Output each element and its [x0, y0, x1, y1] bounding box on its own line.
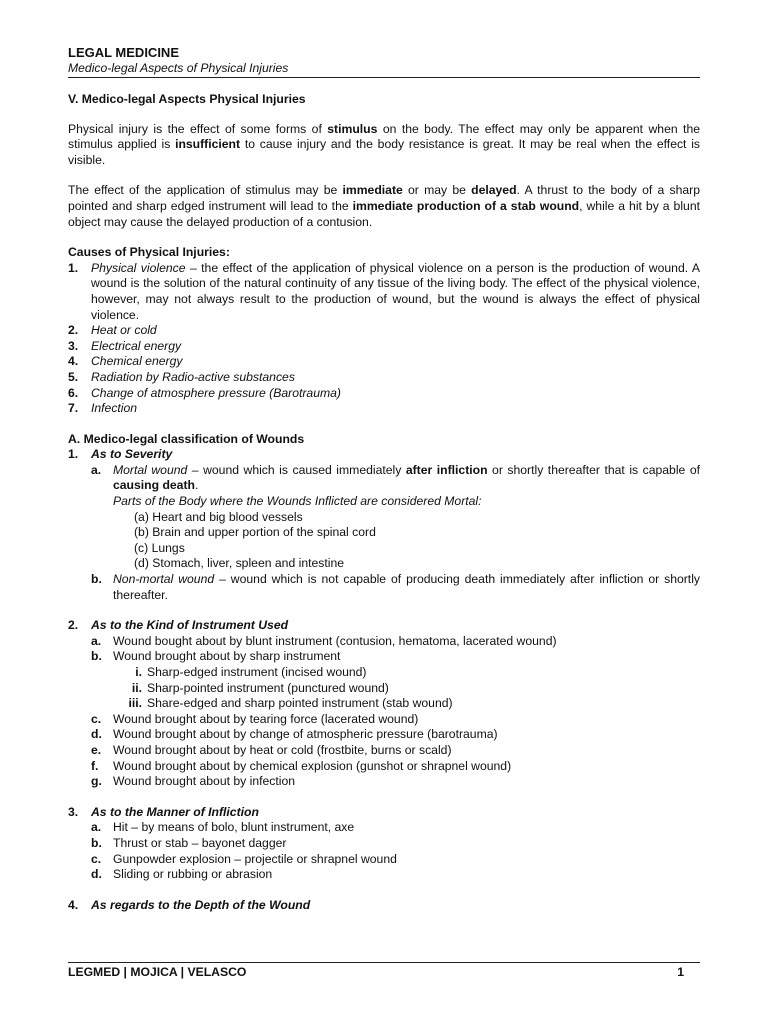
list-item: (d) Stomach, liver, spleen and intestine [134, 556, 345, 571]
list-item: (a) Heart and big blood vessels [134, 509, 303, 524]
list-item: 5. Radiation by Radio-active substances [68, 369, 295, 384]
footer-authors: LEGMED | MOJICA | VELASCO [68, 965, 247, 979]
section-title: V. Medico-legal Aspects Physical Injuries [68, 92, 306, 106]
list-item: 1. Physical violence – the effect of the application of physical violence on a person is the production of wound. A wound is the solution of the natural continuity of any tissue of the living body. The effect of the physical violence, however, may not always result to the production of wound, but the wound is always the effect of physical violence. [68, 260, 700, 322]
causes-list [68, 261, 700, 417]
intro-paragraph-1: Physical injury is the effect of some forms of stimulus on the body. The effect may only be apparent when the stimulus applied is insufficient to cause injury and the body resistance is great. It may be real when the effect is visible. [68, 121, 700, 167]
list-item: e. Wound brought about by heat or cold (frostbite, burns or scald) [91, 742, 452, 757]
list-item: f. Wound brought about by chemical explosion (gunshot or shrapnel wound) [91, 758, 512, 773]
list-item: (c) Lungs [134, 540, 185, 555]
severity-heading: 1. As to Severity [68, 447, 173, 462]
list-item: c. Wound brought about by tearing force (lacerated wound) [91, 711, 419, 726]
list-item: b. Non-mortal wound – wound which is not capable of producing death immediately after infliction or shortly thereafter. [91, 572, 700, 602]
list-item: (b) Brain and upper portion of the spinal cord [134, 525, 376, 540]
classification-heading: A. Medico-legal classification of Wounds [68, 431, 305, 446]
page-footer [68, 962, 700, 981]
intro-paragraph-2: The effect of the application of stimulus may be immediate or may be delayed. A thrust to the body of a sharp pointed and sharp edged instrument will lead to the immediate production of a stab wound, while a hit by a blunt object may cause the delayed production of a contusion. [68, 183, 700, 229]
depth-heading: 4. As regards to the Depth of the Wound [68, 897, 311, 912]
instrument-heading: 2. As to the Kind of Instrument Used [68, 618, 289, 633]
list-item: 4. Chemical energy [68, 354, 183, 369]
page-number: 1 [677, 965, 684, 979]
header-subtitle: Medico-legal Aspects of Physical Injuries [68, 61, 289, 75]
causes-heading: Causes of Physical Injuries: [68, 245, 230, 260]
list-item: iii. Share-edged and sharp pointed instrument (stab wound) [128, 696, 453, 711]
header-title: LEGAL MEDICINE [68, 45, 179, 60]
list-item: 3. Electrical energy [68, 338, 182, 353]
list-item: d. Wound brought about by change of atmospheric pressure (barotrauma) [91, 727, 498, 742]
list-item: ii. Sharp-pointed instrument (punctured wound) [131, 680, 389, 695]
list-item: 2. Heat or cold [68, 323, 157, 338]
list-item: a. Mortal wound – wound which is caused immediately after infliction or shortly thereafter that is capable of causing death. [91, 462, 700, 493]
list-item: 7. Infection [68, 401, 138, 416]
document-page [68, 45, 700, 913]
list-item: a. Hit – by means of bolo, blunt instrument, axe [91, 820, 355, 835]
list-item: 6. Change of atmosphere pressure (Barotrauma) [68, 385, 341, 400]
list-item: c. Gunpowder explosion – projectile or shrapnel wound [91, 851, 397, 866]
list-item: a. Wound bought about by blunt instrument (contusion, hematoma, lacerated wound) [91, 633, 557, 648]
manner-heading: 3. As to the Manner of Infliction [68, 804, 259, 819]
list-item: g. Wound brought about by infection [91, 774, 296, 789]
list-item: d. Sliding or rubbing or abrasion [91, 867, 273, 882]
header-rule [68, 77, 700, 78]
list-item: i. Sharp-edged instrument (incised wound) [135, 665, 367, 679]
list-item: b. Wound brought about by sharp instrument [91, 649, 341, 664]
list-item: b. Thrust or stab – bayonet dagger [91, 835, 287, 850]
mortal-parts-title: Parts of the Body where the Wounds Inflicted are considered Mortal: [113, 494, 482, 509]
